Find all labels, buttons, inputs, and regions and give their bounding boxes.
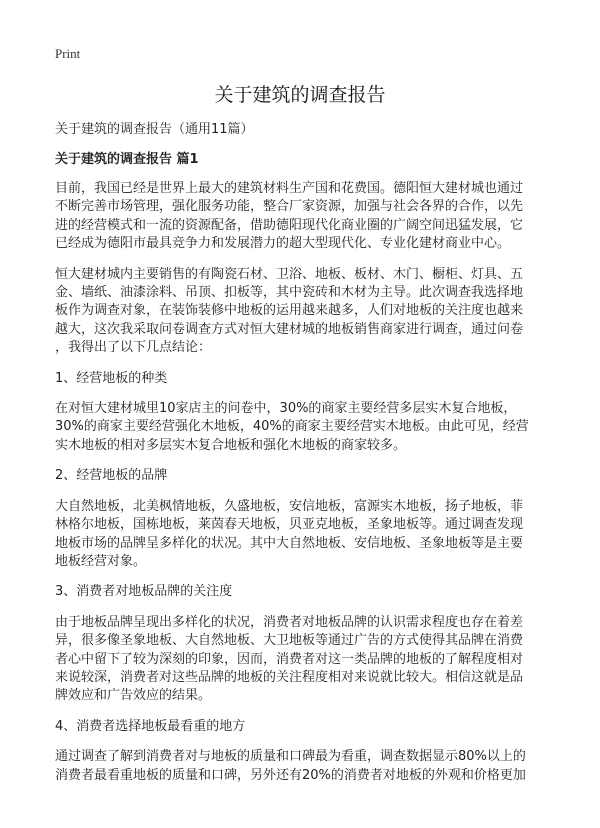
text-line: 实木地板的相对多层实木复合地板和强化木地板的商家较多。 [55, 437, 407, 453]
paragraphs [55, 180, 555, 785]
text-line: 30%的商家主要经营强化木地板，40%的商家主要经营实木地板。由此可见，经营 [55, 419, 529, 435]
text-line: 越大，这次我采取问卷调查方式对恒大建材城的地板销售商家进行调查，通过问卷 [55, 321, 524, 337]
numbered-subheading [55, 370, 555, 388]
text-line: 消费者最看重地板的质量和口碑，另外还有20%的消费者对地板的外观和价格更加 [55, 767, 526, 783]
text-line: 3、消费者对地板品牌的关注度 [55, 584, 233, 600]
text-line: 金、墙纸、油漆涂料、吊顶、扣板等，其中瓷砖和木材为主导。此次调查我选择地 [55, 285, 524, 301]
paragraph [55, 180, 555, 254]
paragraph [55, 614, 555, 706]
text-line: 4、消费者选择地板最看重的地方 [55, 718, 246, 734]
document-title: 关于建筑的调查报告 [214, 84, 386, 106]
text-line: 林格尔地板，国栋地板，莱茵春天地板，贝亚克地板，圣象地板等。通过调查发现 [55, 517, 524, 533]
text-line: 来说较深，消费者对这些品牌的地板的关注程度相对来说就比较大。相信这就是品 [55, 669, 524, 685]
text-line: 异，很多像圣象地板、大自然地板、大卫地板等通过广告的方式使得其品牌在消费 [55, 633, 524, 649]
text-line: 在对恒大建材城里10家店主的问卷中，30%的商家主要经营多层实木复合地板， [55, 401, 517, 417]
text-line: 地板市场的品牌呈多样化的状况。其中大自然地板、安信地板、圣象地板等是主要 [55, 535, 524, 551]
text-line: 由于地板品牌呈现出多样化的状况，消费者对地板品牌的认识需求程度也存在着差 [55, 614, 524, 630]
text-line: 恒大建材城内主要销售的有陶瓷石材、卫浴、地板、板材、木门、橱柜、灯具、五 [55, 266, 524, 282]
paragraph [55, 266, 555, 358]
paragraph [55, 498, 555, 572]
section-heading: 关于建筑的调查报告 篇1 [55, 152, 199, 167]
text-line: 板作为调查对象，在装饰装修中地板的运用越来越多，人们对地板的关注度也越来 [55, 303, 524, 319]
numbered-subheading [55, 583, 555, 601]
print-link[interactable]: Print [55, 46, 81, 61]
numbered-subheading [55, 467, 555, 485]
text-line: 2、经营地板的品牌 [55, 468, 168, 484]
text-line: 进的经营模式和一流的资源配备，借助德阳现代化商业圈的广阔空间迅猛发展，它 [55, 217, 524, 233]
text-line: 地板经营对象。 [55, 553, 147, 569]
paragraph [55, 400, 555, 455]
text-line: 目前，我国已经是世界上最大的建筑材料生产国和花费国。德阳恒大建材城也通过 [55, 181, 524, 196]
numbered-subheading [55, 718, 555, 736]
text-line: 不断完善市场管理，强化服务功能，整合厂家资源，加强与社会各界的合作，以先 [55, 199, 524, 215]
text-line: 者心中留下了较为深刻的印象，因而，消费者对这一类品牌的地板的了解程度相对 [55, 651, 524, 667]
text-line: 大自然地板，北美枫情地板，久盛地板，安信地板，富源实木地板，扬子地板，菲 [55, 498, 524, 514]
text-line: 牌效应和广告效应的结果。 [55, 688, 212, 704]
document-subtitle: 关于建筑的调查报告（通用11篇） [55, 122, 254, 137]
text-line: 已经成为德阳市最具竞争力和发展潜力的超大型现代化、专业化建材商业中心。 [55, 236, 511, 252]
text-line: 1、经营地板的种类 [55, 370, 168, 386]
text-line: 通过调查了解到消费者对与地板的质量和口碑最为看重，调查数据显示80%以上的 [55, 749, 526, 765]
document-body [55, 121, 555, 797]
paragraph [55, 748, 555, 785]
text-line: ，我得出了以下几点结论： [55, 340, 212, 356]
